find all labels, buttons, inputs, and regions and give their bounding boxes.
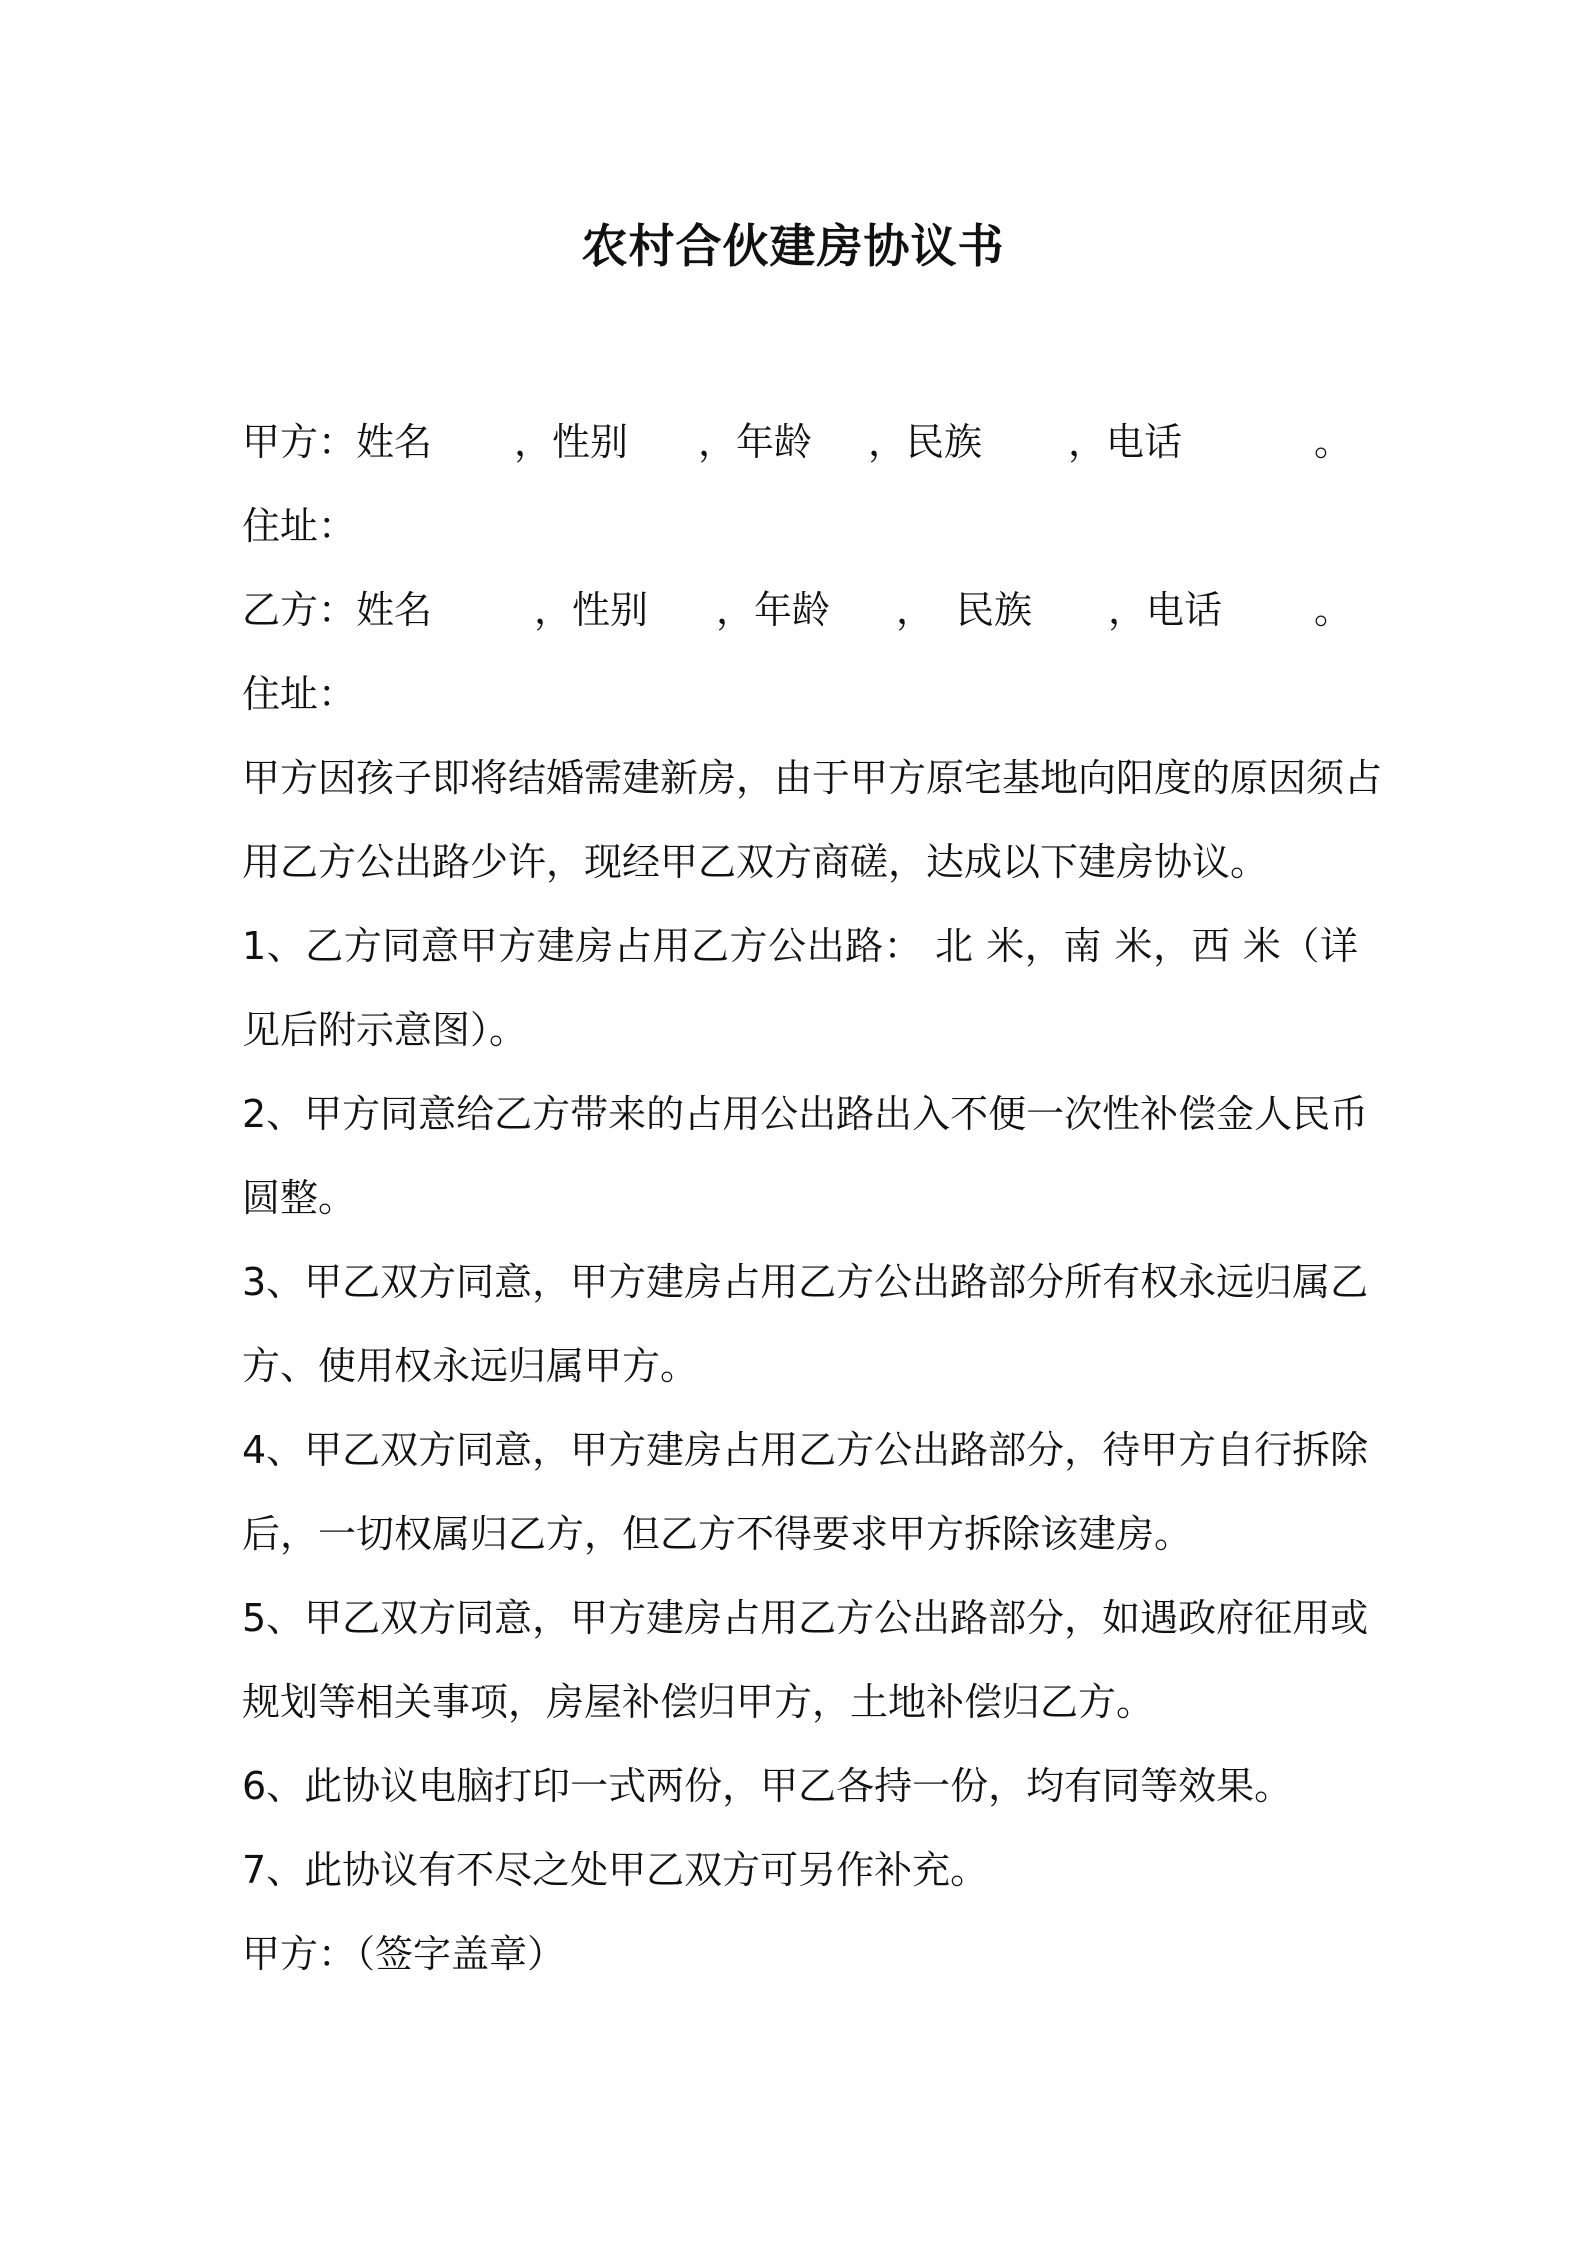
clause-3-line-1: 3、甲乙双方同意，甲方建房占用乙方公出路部分所有权永远归属乙 xyxy=(242,1260,1369,1304)
party-b-address-label: 住址： xyxy=(242,672,357,716)
party-a-gender-label: ，性别 xyxy=(514,420,629,464)
party-b-separator: ， xyxy=(896,588,935,632)
document-title: 农村合伙建房协议书 xyxy=(581,219,1005,273)
clause-1-line-2: 见后附示意图）。 xyxy=(242,1008,528,1052)
party-a-name-label: 甲方：姓名 xyxy=(242,420,433,464)
clause-4-line-1: 4、甲乙双方同意，甲方建房占用乙方公出路部分，待甲方自行拆除 xyxy=(242,1428,1369,1472)
party-a-info-line xyxy=(242,414,1362,470)
clause-7: 7、此协议有不尽之处甲乙双方可另作补充。 xyxy=(242,1848,989,1892)
party-a-age-label: ，年龄 xyxy=(698,420,813,464)
clause-5-line-1: 5、甲乙双方同意，甲方建房占用乙方公出路部分，如遇政府征用或 xyxy=(242,1596,1369,1640)
party-b-end-mark: 。 xyxy=(1314,588,1353,632)
party-a-phone-label: ，电话 xyxy=(1068,420,1183,464)
party-a-address-label: 住址： xyxy=(242,504,357,548)
party-a-end-mark: 。 xyxy=(1314,420,1353,464)
intro-line: 用乙方公出路少许，现经甲乙双方商磋，达成以下建房协议。 xyxy=(242,840,1269,884)
clause-4-line-2: 后，一切权属归乙方，但乙方不得要求甲方拆除该建房。 xyxy=(242,1512,1193,1556)
clause-5-line-2: 规划等相关事项，房屋补偿归甲方，土地补偿归乙方。 xyxy=(242,1680,1155,1724)
clause-6: 6、此协议电脑打印一式两份，甲乙各持一份，均有同等效果。 xyxy=(242,1764,1293,1808)
party-b-info-line xyxy=(242,582,1362,638)
clause-2-line-2: 圆整。 xyxy=(242,1176,357,1220)
party-b-ethnicity-label: 民族 xyxy=(956,588,1033,632)
party-b-age-label: ，年龄 xyxy=(716,588,831,632)
clause-1-line-1: 1、乙方同意甲方建房占用乙方公出路： 北 米，南 米，西 米（详 xyxy=(242,924,1358,968)
clause-2-line-1: 2、甲方同意给乙方带来的占用公出路出入不便一次性补偿金人民币 xyxy=(242,1092,1369,1136)
party-b-phone-label: ，电话 xyxy=(1108,588,1223,632)
party-b-name-label: 乙方：姓名 xyxy=(242,588,433,632)
clause-3-line-2: 方、使用权永远归属甲方。 xyxy=(242,1344,699,1388)
party-a-signature-label: 甲方：（签字盖章） xyxy=(242,1932,566,1976)
party-a-ethnicity-label: ，民族 xyxy=(868,420,983,464)
intro-line: 甲方因孩子即将结婚需建新房，由于甲方原宅基地向阳度的原因须占 xyxy=(242,756,1383,800)
party-b-gender-label: ，性别 xyxy=(534,588,649,632)
